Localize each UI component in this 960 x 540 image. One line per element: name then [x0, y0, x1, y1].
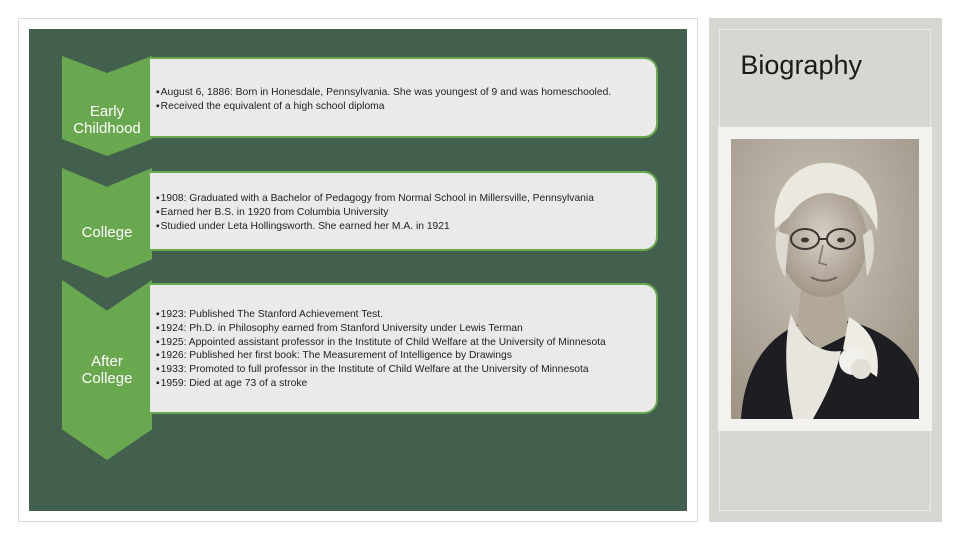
chevron-label-line: Early [89, 103, 125, 120]
list-item: ▪ Earned her B.S. in 1920 from Columbia University [156, 206, 646, 220]
list-item: ▪ 1925: Appointed assistant professor in the Institute of Child Welfare at the University of Minnesota [156, 336, 646, 350]
list-item: ▪ August 6, 1886: Born in Honesdale, Pennsylvania. She was youngest of 9 and was homeschooled. [156, 86, 646, 100]
list-item: ▪ 1933: Promoted to full professor in the Institute of Child Welfare at the University of Minnesota [156, 363, 646, 377]
chevron-label-line: College [81, 370, 133, 387]
chevron-label-early-childhood [60, 103, 154, 137]
list-item: ▪ Studied under Leta Hollingsworth. She earned her M.A. in 1921 [156, 220, 646, 234]
portrait-photo-icon [731, 139, 919, 419]
card-early-childhood [150, 57, 658, 138]
list-item: ▪ 1923: Published The Stanford Achievement Test. [156, 308, 646, 322]
list-item: ▪ 1908: Graduated with a Bachelor of Pedagogy from Normal School in Millersville, Pennsylvania [156, 192, 646, 206]
list-item: ▪ 1926: Published her first book: The Measurement of Intelligence by Drawings [156, 349, 646, 363]
card-after-college [150, 283, 658, 414]
chevron-label-line: Childhood [73, 120, 141, 137]
list-item: ▪ Received the equivalent of a high school diploma [156, 100, 646, 114]
portrait-photo-frame [718, 127, 932, 431]
list-item: ▪ 1924: Ph.D. in Philosophy earned from Stanford University under Lewis Terman [156, 322, 646, 336]
chevron-label-line: After [91, 353, 123, 370]
chevron-label-line: College [81, 224, 133, 241]
card-college [150, 171, 658, 251]
chevron-label-college [60, 224, 154, 241]
portrait-photo-icon [731, 139, 919, 419]
slide-title: Biography [740, 50, 862, 80]
list-item: ▪ 1959: Died at age 73 of a stroke [156, 377, 646, 391]
chevron-label-after-college [60, 353, 154, 387]
